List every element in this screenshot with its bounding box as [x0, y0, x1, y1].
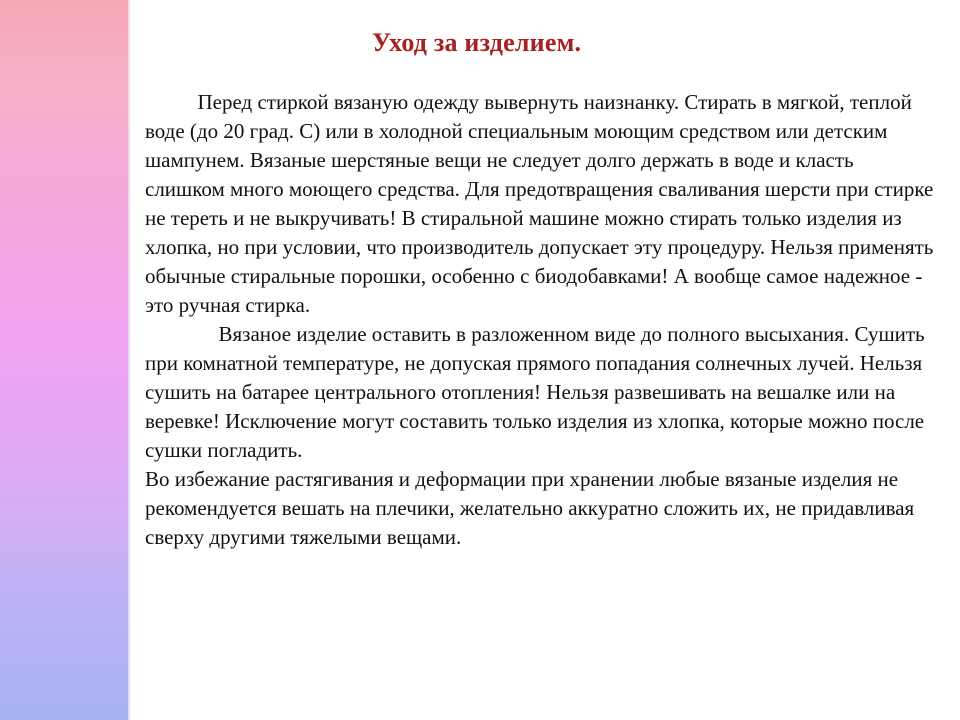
paragraph-washing: Перед стиркой вязаную одежду вывернуть наизнанку. Стирать в мягкой, теплой воде (до 20 град. С) или в холодной специальным моющим средством или детским шампунем. Вязаные шерстяные вещи не следует долго держать в воде и класть слишком много моющего средства. Для предотвращения сваливания шерсти при стирке не тереть и не выкручивать! В стиральной машине можно стирать только изделия из хлопка, но при условии, что производитель допускает эту процедуру. Нельзя применять обычные стиральные порошки, особенно с биодобавками! А вообще самое надежное - это ручная стирка.	[145, 90, 939, 317]
decorative-gradient-band	[0, 0, 128, 720]
decorative-band-edge	[128, 0, 130, 720]
paragraph-drying: Вязаное изделие оставить в разложенном виде до полного высыхания. Сушить при комнатной температуре, не допуская прямого попадания солнечных лучей. Нельзя сушить на батарее центрального отопления! Нельзя развешивать на вешалке или на веревке! Исключение могут составить только изделия из хлопка, которые можно после сушки погладить.	[145, 322, 930, 462]
slide-body	[145, 88, 939, 552]
paragraph-storage: Во избежание растягивания и деформации при хранении любые вязаные изделия не рекомендуется вешать на плечики, желательно аккуратно сложить их, не придавливая сверху другими тяжелыми вещами.	[145, 467, 920, 549]
slide-title: Уход за изделием.	[372, 28, 582, 57]
